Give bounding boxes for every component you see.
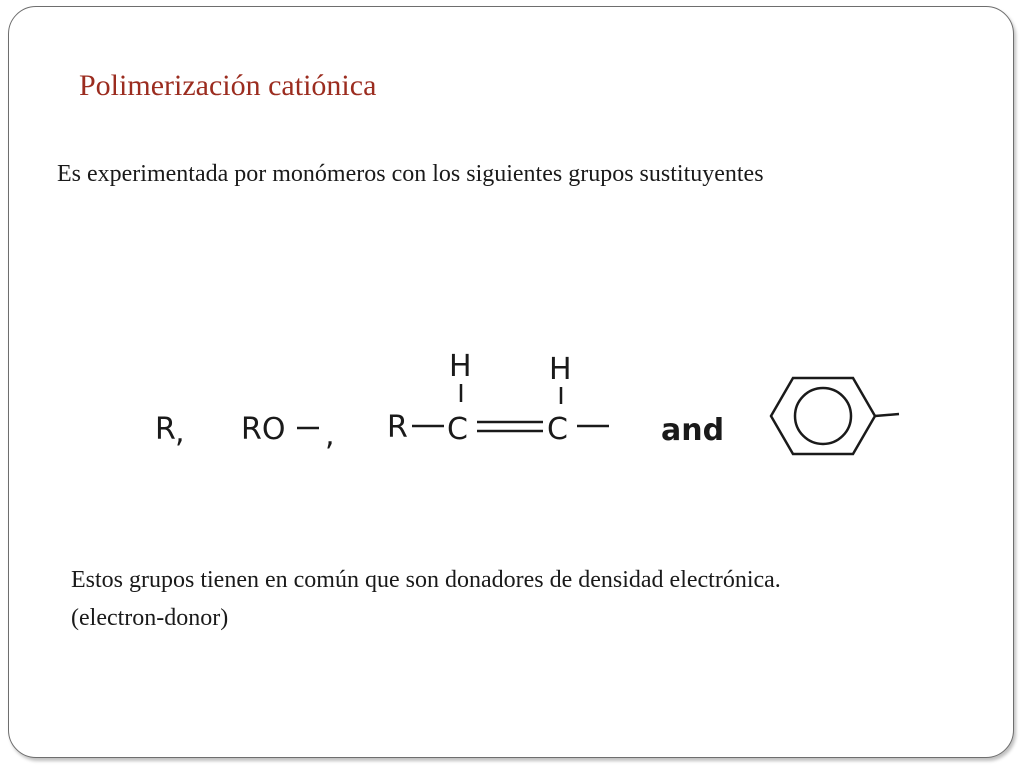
group-ro-comma: ,	[325, 418, 335, 453]
slide-frame	[8, 6, 1014, 758]
group-r-label: R	[155, 412, 176, 447]
vinyl-c1-label: C	[447, 412, 468, 447]
substituent-groups-diagram	[149, 342, 909, 462]
and-connector: and	[661, 413, 725, 448]
vinyl-r-label: R	[387, 410, 408, 445]
vinyl-h1-label: H	[449, 349, 472, 384]
slide-title: Polimerización catiónica	[79, 69, 377, 102]
benzene-ring-icon	[771, 378, 899, 454]
conclusion-paragraph: Estos grupos tienen en común que son donadores de densidad electrónica. (electron-donor)	[71, 567, 781, 631]
vinyl-c2-label: C	[547, 412, 568, 447]
vinyl-h2-label: H	[549, 352, 572, 387]
group-r-comma: ,	[175, 415, 185, 450]
intro-paragraph: Es experimentada por monómeros con los siguientes grupos sustituyentes	[57, 161, 764, 187]
group-ro-label: RO	[241, 412, 286, 447]
